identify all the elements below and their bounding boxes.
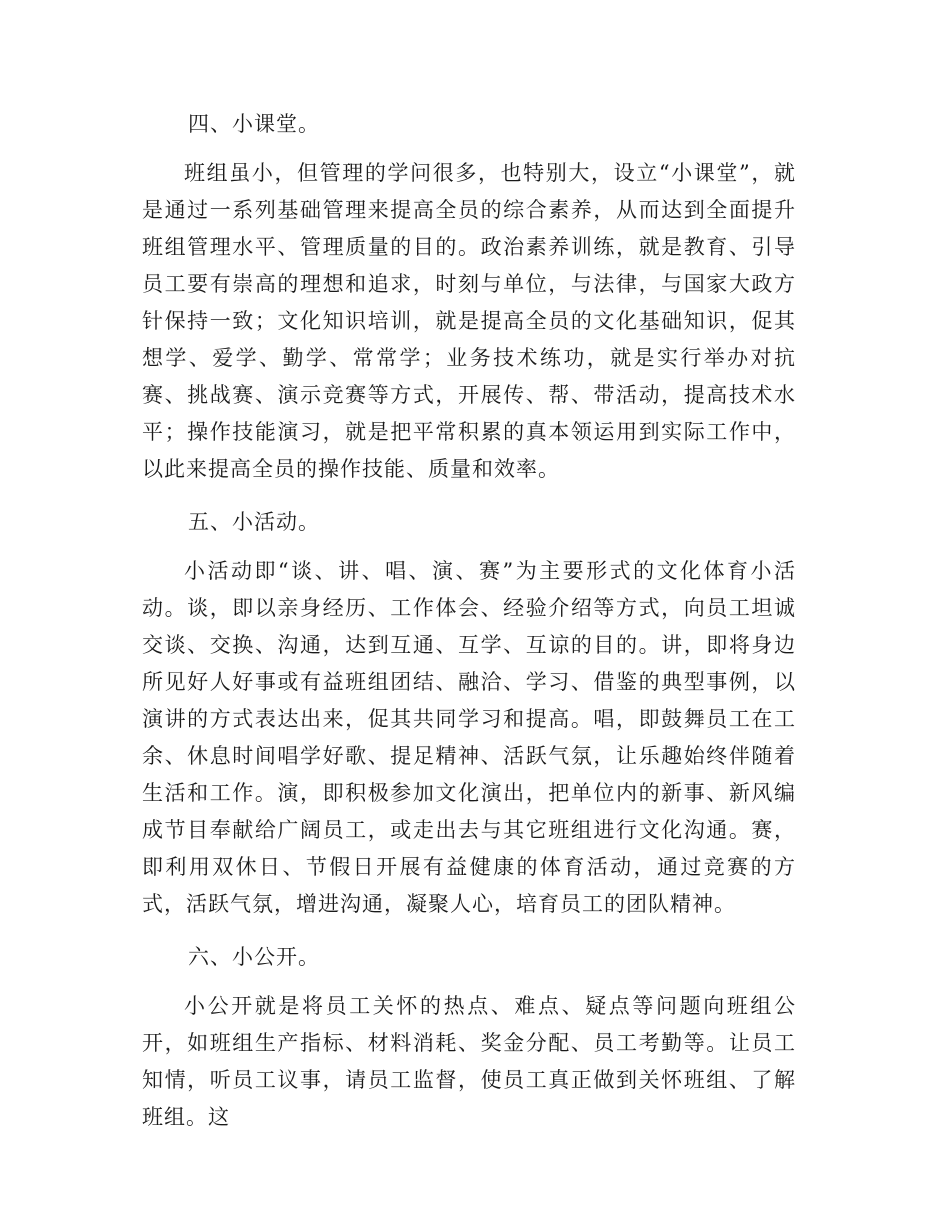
- document-body: [142, 106, 796, 1136]
- spacer: [142, 923, 796, 939]
- spacer: [142, 541, 796, 553]
- section-paragraph-4: 班组虽小，但管理的学问很多，也特别大，设立“小课堂”，就是通过一系列基础管理来提高全员的综合素养，从而达到全面提升班组管理水平、管理质量的目的。政治素养训练，就是教育、引导员工要有崇高的理想和追求，时刻与单位，与法律，与国家大政方针保持一致；文化知识培训，就是提高全员的文化基础知识，促其想学、爱学、勤学、常常学；业务技术练功，就是实行举办对抗赛、挑战赛、演示竞赛等方式，开展传、帮、带活动，提高技术水平；操作技能演习，就是把平常积累的真本领运用到实际工作中，以此来提高全员的操作技能、质量和效率。: [142, 161, 796, 481]
- section-paragraph-5: 小活动即“谈、讲、唱、演、赛”为主要形式的文化体育小活动。谈，即以亲身经历、工作体会、经验介绍等方式，向员工坦诚交谈、交换、沟通，达到互通、互学、互谅的目的。讲，即将身边所见好人好事或有益班组团结、融洽、学习、借鉴的典型事例，以演讲的方式表达出来，促其共同学习和提高。唱，即鼓舞员工在工余、休息时间唱学好歌、提足精神、活跃气氛，让乐趣始终伴随着生活和工作。演，即积极参加文化演出，把单位内的新事、新风编成节目奉献给广阔员工，或走出去与其它班组进行文化沟通。赛，即利用双休日、节假日开展有益健康的体育活动，通过竞赛的方式，活跃气氛，增进沟通，凝聚人心，培育员工的团队精神。: [142, 559, 796, 916]
- spacer: [142, 143, 796, 155]
- section-paragraph-6: 小公开就是将员工关怀的热点、难点、疑点等问题向班组公开，如班组生产指标、材料消耗、奖金分配、员工考勤等。让员工知情，听员工议事，请员工监督，使员工真正做到关怀班组、了解班组。这: [142, 994, 796, 1129]
- section-heading-5: 五、小活动。: [188, 510, 320, 534]
- section-heading-6: 六、小公开。: [188, 945, 320, 969]
- spacer: [142, 488, 796, 504]
- section-heading-4: 四、小课堂。: [188, 112, 320, 136]
- spacer: [142, 976, 796, 988]
